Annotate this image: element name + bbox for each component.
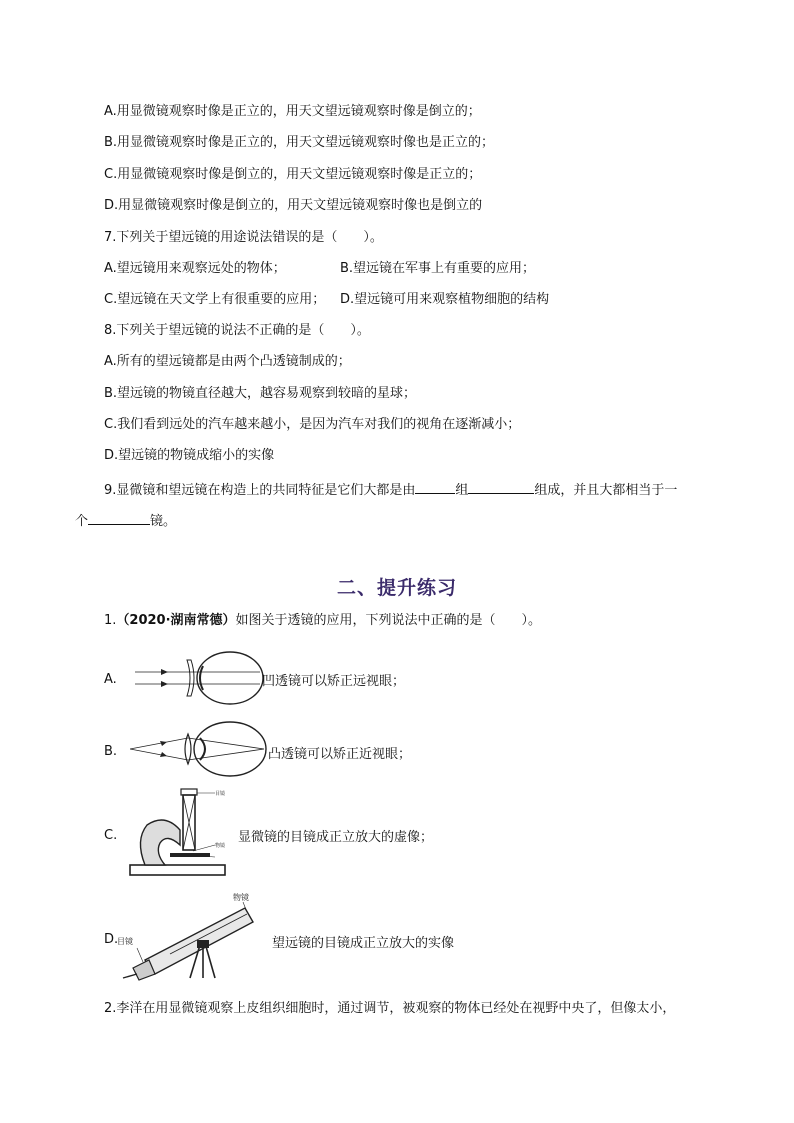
q9-blank-2[interactable] — [468, 479, 534, 494]
q6-option-c: C.用显微镜观察时像是倒立的，用天文望远镜观察时像是正立的； — [104, 167, 482, 182]
q8-option-b: B.望远镜的物镜直径越大，越容易观察到较暗的星球； — [104, 386, 417, 401]
q7-option-c: C.望远镜在天文学上有很重要的应用； — [104, 292, 326, 307]
p1-option-a-label: A. — [104, 672, 117, 687]
telescope-eyepiece-label: 目镜 — [117, 937, 133, 946]
p1-option-c-text: 显微镜的目镜成正立放大的虚像； — [238, 830, 434, 845]
microscope-eyepiece-label: 目镜 — [215, 791, 226, 797]
p1-option-d-label: D. — [104, 932, 119, 947]
p1-stem-line — [104, 612, 541, 630]
telescope-figure — [115, 890, 275, 985]
q6-option-b: B.用显微镜观察时像是正立的，用天文望远镜观察时像也是正立的； — [104, 135, 495, 150]
q7-stem: 7.下列关于望远镜的用途说法错误的是（ ）。 — [104, 230, 383, 245]
eye-convex-lens-figure — [130, 718, 270, 780]
microscope-objective-label: 物镜 — [215, 843, 226, 849]
p1-stem: 如图关于透镜的应用，下列说法中正确的是（ ）。 — [235, 613, 542, 628]
section-title: 二、提升练习 — [336, 577, 457, 599]
p1-option-c-label: C. — [104, 828, 118, 843]
q7-option-a: A.望远镜用来观察远处的物体； — [104, 261, 286, 276]
q9-text-1: 9.显微镜和望远镜在构造上的共同特征是它们大都是由 — [104, 483, 416, 498]
q9-line1 — [104, 479, 677, 500]
q9-blank-3[interactable] — [88, 510, 150, 525]
p1-source: （2020·湖南常德） — [116, 613, 236, 628]
q9-text-2: 组 — [455, 483, 469, 498]
p1-option-d-text: 望远镜的目镜成正立放大的实像 — [272, 936, 455, 951]
q6-option-d: D.用显微镜观察时像是倒立的，用天文望远镜观察时像也是倒立的 — [104, 198, 483, 213]
q7-option-d: D.望远镜可用来观察植物细胞的结构 — [340, 292, 550, 307]
eye-concave-lens-figure — [135, 648, 265, 708]
p1-number: 1. — [104, 613, 117, 628]
p2-stem: 2.李洋在用显微镜观察上皮组织细胞时，通过调节，被观察的物体已经处在视野中央了，但像太小， — [104, 1001, 676, 1016]
q6-option-a: A.用显微镜观察时像是正立的，用天文望远镜观察时像是倒立的； — [104, 104, 481, 119]
microscope-figure — [125, 785, 240, 880]
q8-option-d: D.望远镜的物镜成缩小的实像 — [104, 448, 275, 463]
telescope-objective-label: 物镜 — [233, 893, 249, 902]
q8-option-c: C.我们看到远处的汽车越来越小，是因为汽车对我们的视角在逐渐减小； — [104, 417, 521, 432]
q9-text-5: 镜。 — [150, 514, 177, 529]
q9-line2 — [75, 510, 176, 531]
q9-text-3: 组成，并且大都相当于一 — [534, 483, 678, 498]
p1-option-b-text: 凸透镜可以矫正近视眼； — [268, 747, 412, 762]
q9-blank-1[interactable] — [415, 479, 455, 494]
q8-stem: 8.下列关于望远镜的说法不正确的是（ ）。 — [104, 323, 370, 338]
q9-text-4: 个 — [75, 514, 89, 529]
p1-option-a-text: 凹透镜可以矫正远视眼； — [262, 674, 406, 689]
q8-option-a: A.所有的望远镜都是由两个凸透镜制成的； — [104, 354, 351, 369]
q7-option-b: B.望远镜在军事上有重要的应用； — [340, 261, 536, 276]
p1-option-b-label: B. — [104, 744, 118, 759]
